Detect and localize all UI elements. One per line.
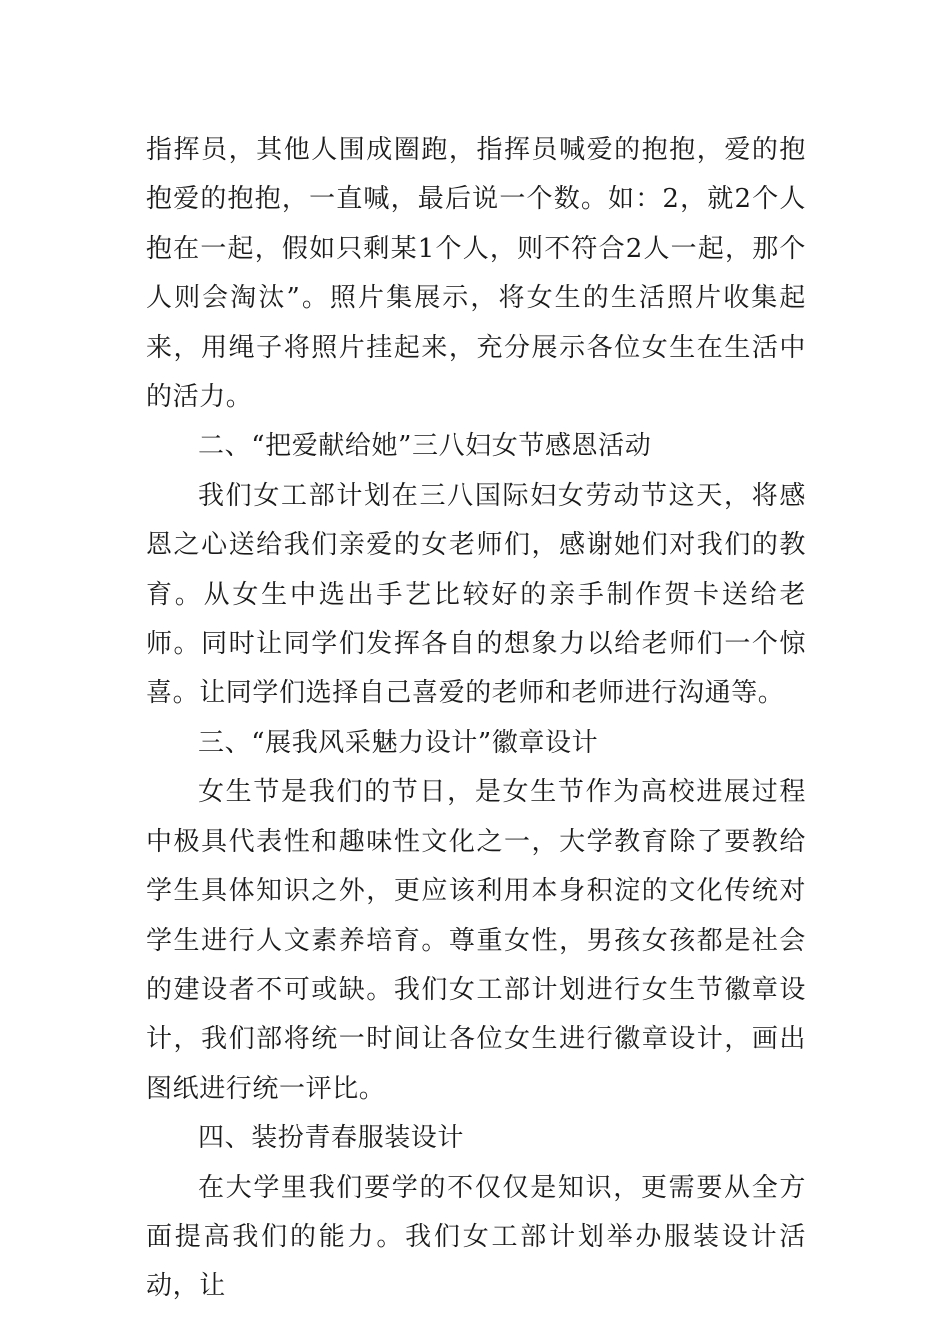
paragraph-badge-design: 女生节是我们的节日，是女生节作为高校进展过程中极具代表性和趣味性文化之一，大学教育除了要教给学生具体知识之外，更应该利用本身积淀的文化传统对学生进行人文素养培育。尊重女性，男孩女孩都是社会的建设者不可或缺。我们女工部计划进行女生节徽章设计，我们部将统一时间让各位女生进行徽章设计，画出图纸进行统一评比。 — [146, 777, 806, 1104]
paragraph-game-rules: 指挥员，其他人围成圈跑，指挥员喊爱的抱抱，爱的抱抱爱的抱抱，一直喊，最后说一个数。如：2，就2个人抱在一起，假如只剩某1个人，则不符合2人一起，那个人则会淘汰”。照片集展示，将女生的生活照片收集起来，用绳子将照片挂起来，充分展示各位女生在生活中的活力。 — [146, 135, 806, 413]
paragraph-thanks-activity: 我们女工部计划在三八国际妇女劳动节这天，将感恩之心送给我们亲爱的女老师们，感谢她们对我们的教育。从女生中选出手艺比较好的亲手制作贺卡送给老师。同时让同学们发挥各自的想象力以给老师们一个惊喜。让同学们选择自己喜爱的老师和老师进行沟通等。 — [146, 480, 806, 709]
section-heading-four: 四、装扮青春服装设计 — [198, 1123, 465, 1154]
paragraph-fashion-design: 在大学里我们要学的不仅仅是知识，更需要从全方面提高我们的能力。我们女工部计划举办服装设计活动，让 — [146, 1172, 806, 1302]
section-heading-three: 三、“展我风采魅力设计”徽章设计 — [198, 727, 599, 758]
section-heading-two: 二、“把爱献给她”三八妇女节感恩活动 — [198, 431, 652, 462]
document-body — [146, 126, 806, 1312]
